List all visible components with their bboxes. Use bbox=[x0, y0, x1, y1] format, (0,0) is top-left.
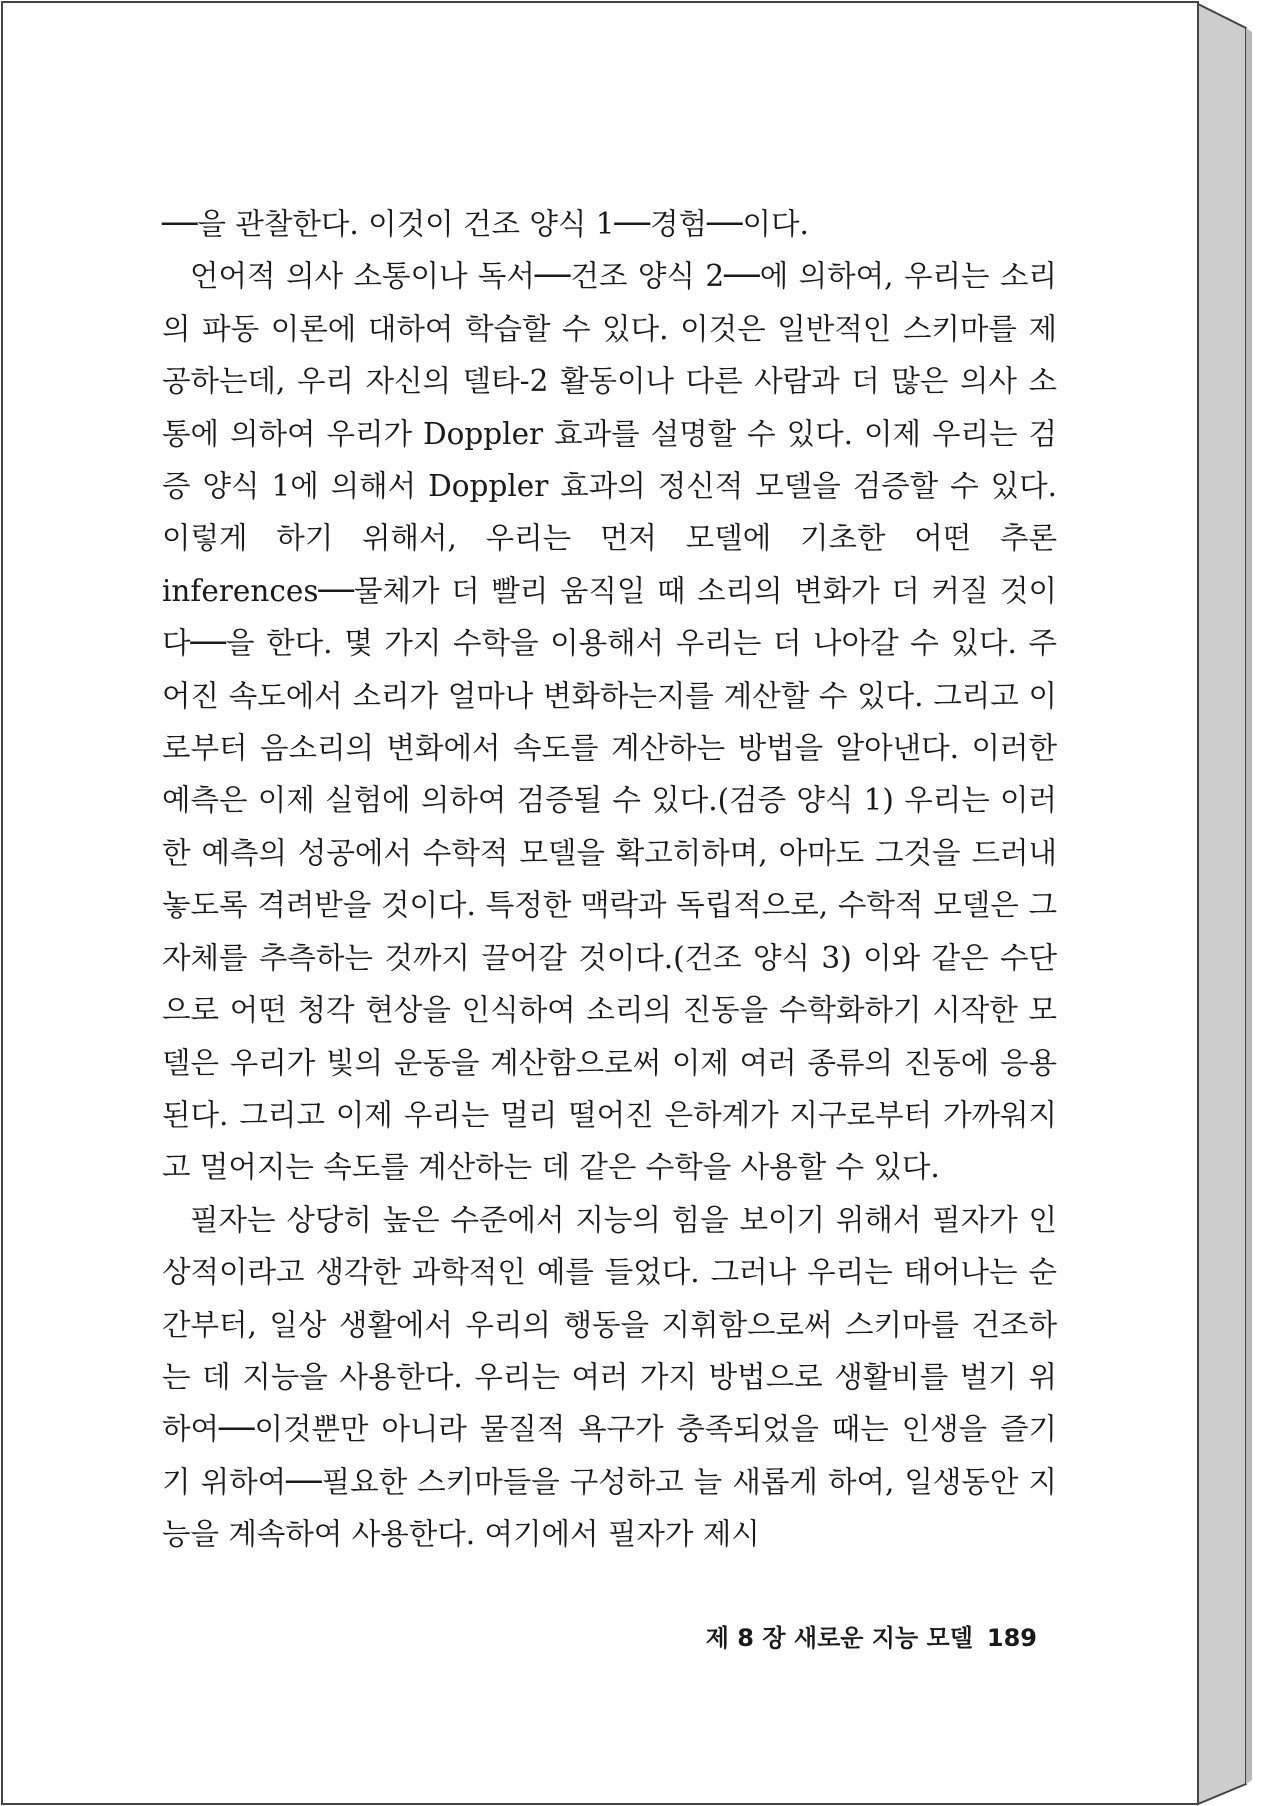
paragraph-3: 필자는 상당히 높은 수준에서 지능의 힘을 보이기 위해서 필자가 인상적이라고 생각한 과학적인 예를 들었다. 그러나 우리는 태어나는 순간부터, 일상 생활에서 우리의 행동을 지휘함으로써 스키마를 건조하는 데 지능을 사용한다. 우리는 여러 가지 방법으로 생활비를 벌기 위하여──이것뿐만 아니라 물질적 욕구가 충족되었을 때는 인생을 즐기기 위하여──필요한 스키마들을 구성하고 늘 새롭게 하여, 일생동안 지능을 계속하여 사용한다. 여기에서 필자가 제시 bbox=[162, 1202, 1057, 1552]
page-edge-shadow bbox=[1246, 28, 1252, 1784]
page-number: 189 bbox=[986, 1624, 1037, 1652]
page-body bbox=[162, 198, 1057, 1561]
page-footer bbox=[600, 1618, 1037, 1653]
paragraph-2: 언어적 의사 소통이나 독서──건조 양식 2──에 의하여, 우리는 소리의 파동 이론에 대하여 학습할 수 있다. 이것은 일반적인 스키마를 제공하는데, 우리 자신의 델타-2 활동이나 다른 사람과 더 많은 의사 소통에 의하여 우리가 Doppler 효과를 설명할 수 있다. 이제 우리는 검증 양식 1에 의해서 Doppler 효과의 정신적 모델을 검증할 수 있다. 이렇게 하기 위해서, 우리는 먼저 모델에 기초한 어떤 추론 inferences──물체가 더 빨리 움직일 때 소리의 변화가 더 커질 것이다──을 한다. 몇 가지 수학을 이용해서 우리는 더 나아갈 수 있다. 주어진 속도에서 소리가 얼마나 변화하는지를 계산할 수 있다. 그리고 이로부터 음소리의 변화에서 속도를 계산하는 방법을 알아낸다. 이러한 예측은 이제 실험에 의하여 검증될 수 있다.(검증 양식 1) 우리는 이러한 예측의 성공에서 수학적 모델을 확고히하며, 아마도 그것을 드러내 놓도록 격려받을 것이다. 특정한 맥락과 독립적으로, 수학적 모델은 그 자체를 추측하는 것까지 끌어갈 것이다.(건조 양식 3) 이와 같은 수단으로 어떤 청각 현상을 인식하여 소리의 진동을 수학화하기 시작한 모델은 우리가 빛의 운동을 계산함으로써 이제 여러 종류의 진동에 응용된다. 그리고 이제 우리는 멀리 떨어진 은하계가 지구로부터 가까워지고 멀어지는 속도를 계산하는 데 같은 수학을 사용할 수 있다. bbox=[162, 259, 1057, 1185]
chapter-title: 제 8 장 새로운 지능 모델 bbox=[705, 1624, 973, 1652]
paragraph-1: ──을 관찰한다. 이것이 건조 양식 1──경험──이다. bbox=[162, 207, 809, 241]
page-edge bbox=[1198, 4, 1246, 1804]
